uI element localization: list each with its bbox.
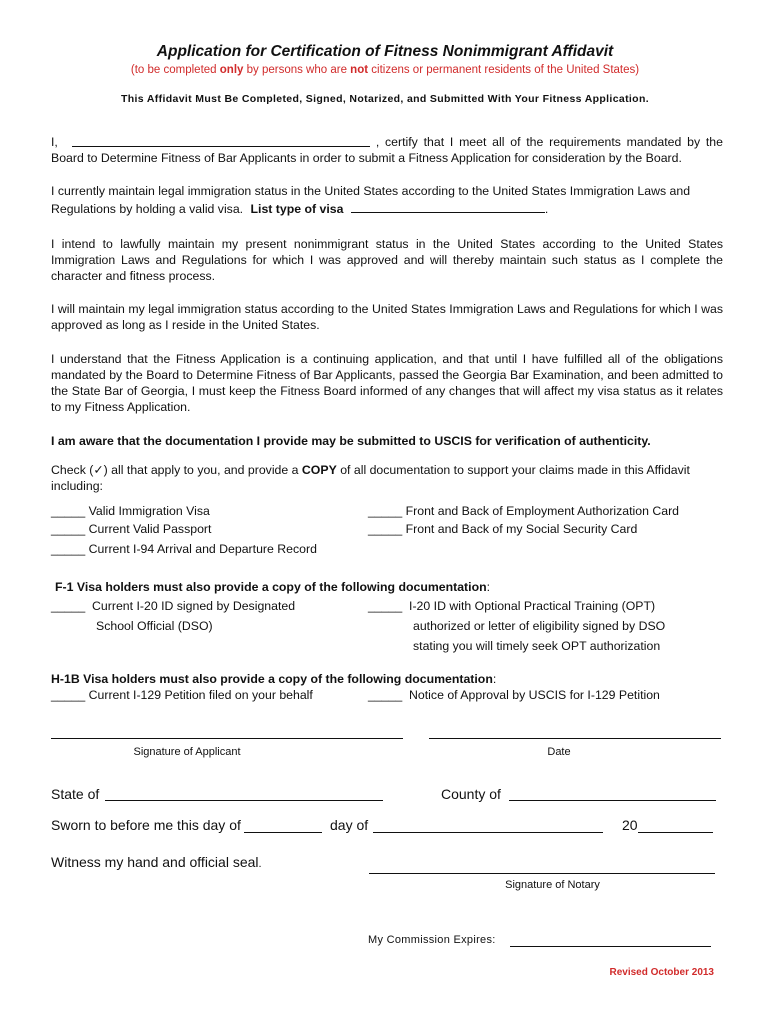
date-line[interactable] — [429, 738, 721, 739]
certify-prefix: I, — [51, 135, 58, 149]
county-field[interactable] — [509, 800, 716, 801]
form-title: Application for Certification of Fitness Nonimmigrant Affidavit — [156, 43, 614, 60]
f1-right-line-3: stating you will timely seek OPT authorization — [413, 639, 661, 653]
submission-notice: This Affidavit Must Be Completed, Signed, Notarized, and Submitted With Your Fitness Application. — [121, 93, 649, 105]
h1b-heading: H-1B Visa holders must also provide a copy of the following documentation: — [51, 672, 497, 686]
notary-signature-line[interactable] — [369, 873, 715, 874]
paragraph-maintain: I will maintain my legal immigration status according to the United States Immigration Laws and Regulations for which I was approved as long as I reside in the United States. — [51, 302, 723, 332]
date-caption: Date — [547, 746, 571, 758]
check-f1-i20-dso[interactable]: _____ Current I-20 ID signed by Designated — [51, 599, 296, 613]
f1-heading: F-1 Visa holders must also provide a copy of the following documentation: — [55, 580, 491, 594]
check-valid-passport[interactable]: _____ Current Valid Passport — [51, 522, 212, 536]
check-i94-record[interactable]: _____ Current I-94 Arrival and Departure Record — [51, 542, 317, 556]
check-employment-card[interactable]: _____ Front and Back of Employment Authorization Card — [368, 504, 680, 518]
f1-left-line-2: School Official (DSO) — [96, 619, 213, 633]
form-subtitle: (to be completed only by persons who are not citizens or permanent residents of the United States) — [130, 64, 640, 76]
applicant-signature-line[interactable] — [51, 738, 403, 739]
check-h1b-approval[interactable]: _____ Notice of Approval by USCIS for I-129 Petition — [368, 688, 660, 702]
sworn-day-field[interactable] — [244, 832, 322, 833]
check-f1-opt[interactable]: _____ I-20 ID with Optional Practical Training (OPT) — [368, 599, 656, 613]
year-field[interactable] — [638, 832, 713, 833]
f1-right-line-2: authorized or letter of eligibility signed by DSO — [413, 619, 666, 633]
county-label: County of — [441, 786, 501, 802]
witness-text: Witness my hand and official seal. — [51, 854, 262, 870]
applicant-signature-caption: Signature of Applicant — [133, 746, 241, 758]
month-field[interactable] — [373, 832, 603, 833]
year-prefix: 20 — [622, 817, 638, 833]
visa-type-field[interactable] — [351, 200, 545, 213]
check-instruction: Check (✓) all that apply to you, and provide a COPY of all documentation to support your claims made in this Affidavit including: — [51, 463, 690, 493]
paragraph-understand: I understand that the Fitness Application is a continuing application, and that until I have fulfilled all of the obligations mandated by the Board to Determine Fitness of Bar Applicants, passed the Georgia Bar Examination, and been admitted to the State Bar of Georgia, I must keep the Fitness Board informed of any changes that will affect my visa status as it relates to my Fitness Application. — [51, 352, 723, 414]
revision-note: Revised October 2013 — [609, 967, 714, 978]
day-of-label: day of — [330, 817, 369, 833]
visa-paragraph: I currently maintain legal immigration status in the United States according to the United States Immigration Laws and Regulations by holding a valid visa. List type of visa . — [51, 184, 691, 216]
check-social-security-card[interactable]: _____ Front and Back of my Social Security Card — [368, 522, 638, 536]
applicant-name-field[interactable] — [72, 134, 370, 147]
check-valid-visa[interactable]: _____ Valid Immigration Visa — [51, 504, 210, 518]
uscis-notice: I am aware that the documentation I provide may be submitted to USCIS for verification of authenticity. — [51, 434, 651, 448]
sworn-label: Sworn to before me this day of — [51, 817, 241, 833]
commission-field[interactable] — [510, 946, 711, 947]
paragraph-intend: I intend to lawfully maintain my present nonimmigrant status in the United States according to the United States Immigration Laws and Regulations for which I was approved and will thereby maintain such status as I complete the character and fitness process. — [51, 237, 723, 283]
certify-paragraph: I, , certify that I meet all of the requirements mandated by the Board to Determine Fitness of Bar Applicants in order to submit a Fitness Application for consideration by the Board. — [51, 135, 723, 165]
commission-expires: My Commission Expires: — [368, 934, 496, 946]
check-h1b-i129[interactable]: _____ Current I-129 Petition filed on your behalf — [51, 688, 313, 702]
state-label: State of — [51, 786, 100, 802]
notary-signature-caption: Signature of Notary — [505, 879, 600, 891]
state-field[interactable] — [105, 800, 383, 801]
